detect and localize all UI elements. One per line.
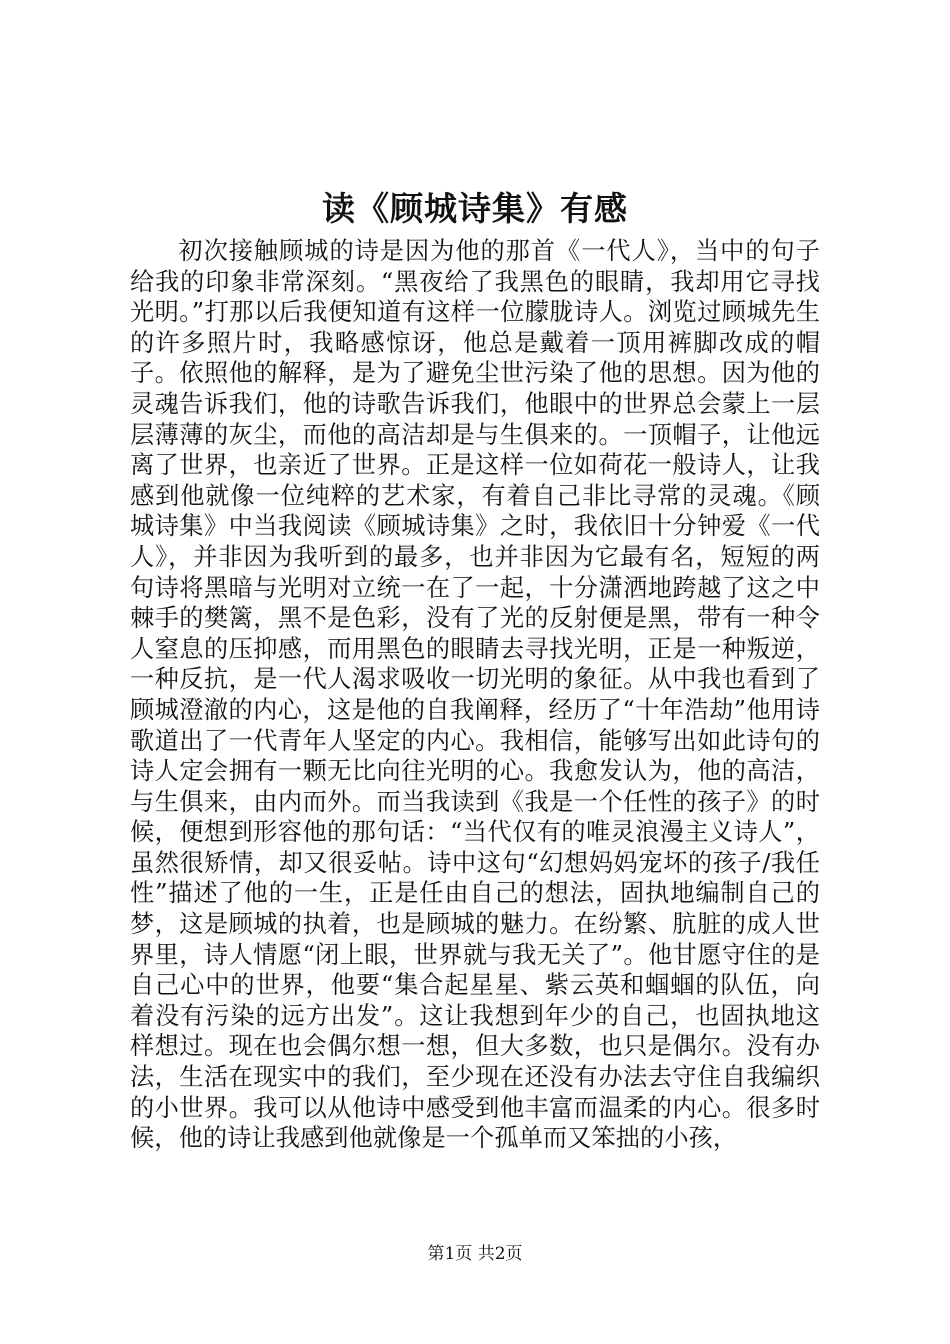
page-footer: 第1页 共2页: [427, 1244, 523, 1264]
body-paragraph: 初次接触顾城的诗是因为他的那首《一代人》，当中的句子给我的印象非常深刻。“黑夜给了我黑色的眼睛，我却用它寻找光明。”打那以后我便知道有这样一位朦胧诗人。浏览过顾城先生的许多照片时，我略感惊讶，他总是戴着一顶用裤脚改成的帽子。依照他的解释，是为了避免尘世污染了他的思想。因为他的灵魂告诉我们，他的诗歌告诉我们，他眼中的世界总会蒙上一层层薄薄的灰尘，而他的高洁却是与生俱来的。一顶帽子，让他远离了世界，也亲近了世界。正是这样一位如荷花一般诗人，让我感到他就像一位纯粹的艺术家，有着自己非比寻常的灵魂。《顾城诗集》中当我阅读《顾城诗集》之时，我依旧十分钟爱《一代人》，并非因为我听到的最多，也并非因为它最有名，短短的两句诗将黑暗与光明对立统一在了一起，十分潇洒地跨越了这之中棘手的樊篱，黑不是色彩，没有了光的反射便是黑，带有一种令人窒息的压抑感，而用黑色的眼睛去寻找光明，正是一种叛逆，一种反抗，是一代人渴求吸收一切光明的象征。从中我也看到了顾城澄澈的内心，这是他的自我阐释，经历了“十年浩劫”他用诗歌道出了一代青年人坚定的内心。我相信，能够写出如此诗句的诗人定会拥有一颗无比向往光明的心。我愈发认为，他的高洁，与生俱来，由内而外。而当我读到《我是一个任性的孩子》的时候，便想到形容他的那句话：“当代仅有的唯灵浪漫主义诗人”，虽然很矫情，却又很妥帖。诗中这句“幻想妈妈宠坏的孩子/我任性”描述了他的一生，正是任由自己的想法，固执地编制自己的梦，这是顾城的执着，也是顾城的魅力。在纷繁、肮脏的成人世界里，诗人情愿“闭上眼，世界就与我无关了”。他甘愿守住的是自己心中的世界，他要“集合起星星、紫云英和蝈蝈的队伍，向着没有污染的远方出发”。这让我想到年少的自己，也固执地这样想过。现在也会偶尔想一想，但大多数，也只是偶尔。没有办法，生活在现实中的我们，至少现在还没有办法去守住自我编织的小世界。我可以从他诗中感受到他丰富而温柔的内心。很多时候，他的诗让我感到他就像是一个孤单而又笨拙的小孩，: [130, 237, 820, 1153]
document-title: 读《顾城诗集》有感: [322, 189, 628, 228]
